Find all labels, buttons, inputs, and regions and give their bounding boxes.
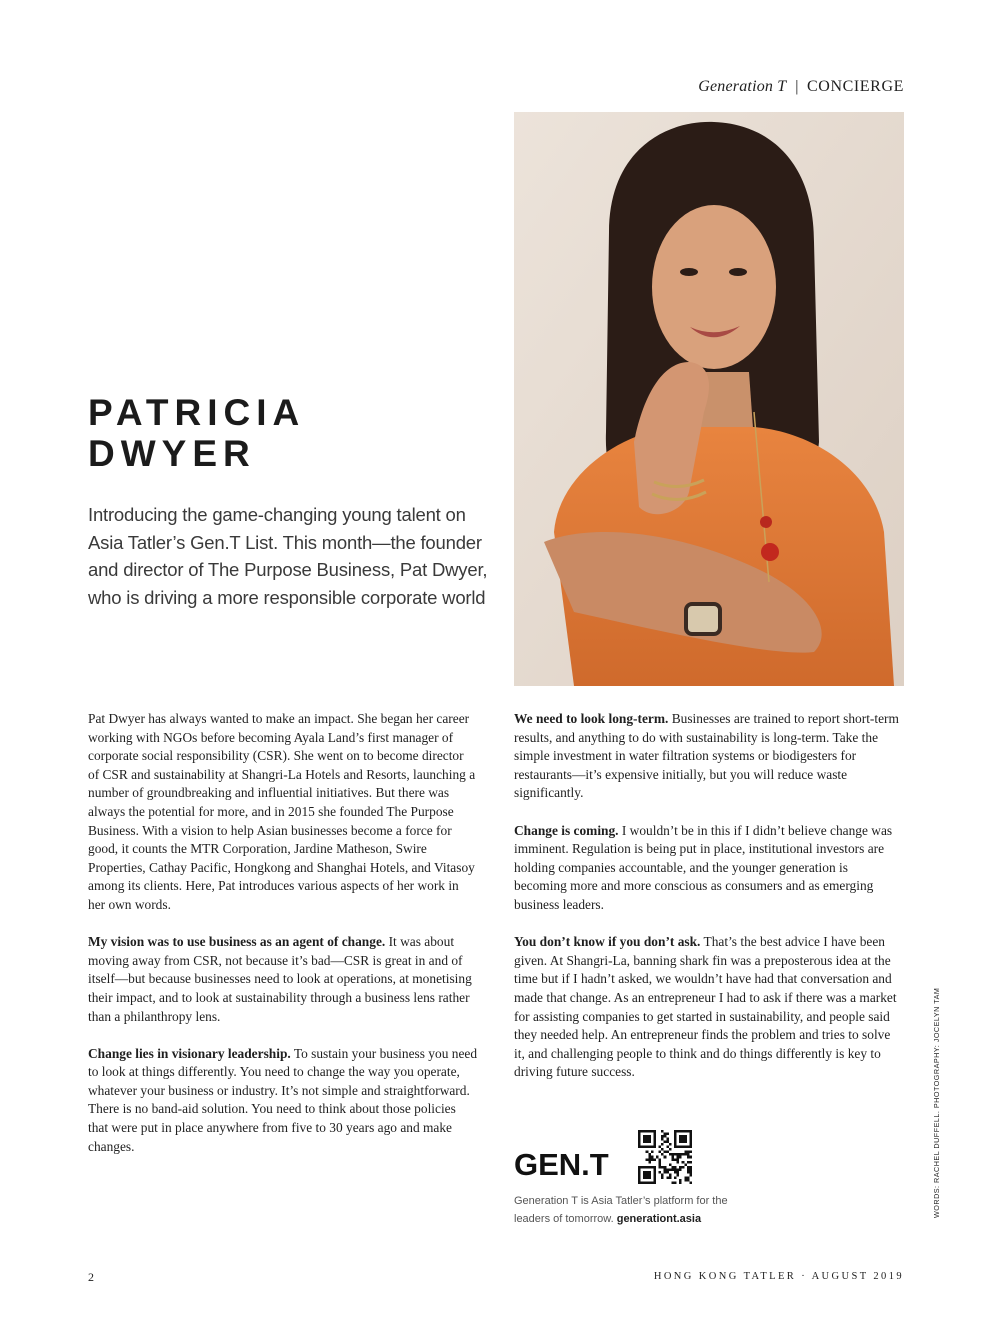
paragraph [514,822,904,915]
separator: | [794,78,800,95]
gent-url[interactable]: generationt.asia [616,1213,702,1225]
page-number: 2 [88,1270,94,1284]
paragraph-text: Pat Dwyer has always wanted to make an impact. She began her career working with NGOs before becoming Ayala Land’s first manager of corporate social responsibility (CSR). She went on to become director of CSR and sustainability at Shangri-La Hotels and Resorts, launching a number of groundbreaking and influential initiatives. But there was always the potential for more, and in 2015 she founded The Purpose Business. With a vision to help Asian businesses become a force for good, it counts the MTR Corporation, Jardine Matheson, Swire Properties, Cathay Pacific, Hongkong and Shanghai Hotels, and Vitasoy among its clients. Here, Pat introduces various aspects of her work in her own words. [88,711,476,912]
title-line-2: DWYER [88,433,256,474]
paragraph [88,1045,478,1157]
paragraph [88,933,478,1026]
photo-credits: WORDS: RACHEL DUFFELL. PHOTOGRAPHY: JOCELYN TAM [932,987,941,1218]
gent-caption [514,1192,764,1228]
paragraph [514,710,904,803]
title-line-1: PATRICIA [88,392,306,433]
standfirst: Introducing the game-changing young talent on Asia Tatler’s Gen.T List. This month—the founder and director of The Purpose Business, Pat Dwyer, who is driving a more responsible corporate world [88,504,488,608]
running-head [698,78,904,96]
qr-code-icon[interactable] [638,1130,692,1184]
paragraph [514,933,904,1082]
body-column-right [514,710,904,1100]
paragraph-text: It was about moving away from CSR, not because it’s bad—CSR is great in and of itself—but because businesses need to look at operations, at monetising their impact, and to look at sustainability through a business lens rather than a philanthropy lens. [88,934,472,1024]
gent-logo [514,1128,626,1180]
paragraph-lead: Change is coming. [514,822,619,838]
publication-footer: HONG KONG TATLER · AUGUST 2019 [653,1271,904,1282]
paragraph-lead: My vision was to use business as an agent of change. [88,934,386,950]
portrait-photo [514,112,904,686]
paragraph [88,710,478,915]
paragraph-text: To sustain your business you need to look at things differently. You need to change the way you operate, whatever your business or industry. It’s not simple and straightforward. There is no band-aid solution. You need to think about those policies that were put in place anywhere from five to 30 years ago and make changes. [88,1045,478,1154]
paragraph-lead: Change lies in visionary leadership. [88,1045,291,1061]
paragraph-lead: We need to look long-term. [514,711,669,726]
portrait-illustration [514,112,904,686]
gent-logo-text: GEN.T [514,1147,609,1180]
body-column-left [88,710,478,1175]
section-name: Generation T [698,78,787,95]
article-title [88,392,305,474]
category-name: CONCIERGE [807,78,904,95]
gent-caption-text: Generation T is Asia Tatler’s platform for the leaders of tomorrow. [514,1195,728,1225]
paragraph-text: I wouldn’t be in this if I didn’t believe change was imminent. Regulation is being put in place, institutional investors are holding companies accountable, and the younger generation is becoming more and more conscious as consumers and as emerging business leaders. [514,822,893,912]
paragraph-text: Businesses are trained to report short-term results, and anything to do with sustainability is long-term. Take the simple investment in water filtration systems or biodigesters for restaurants—it’s expensive initially, but you will reduce waste significantly. [514,711,899,801]
paragraph-lead: You don’t know if you don’t ask. [514,934,701,950]
paragraph-text: That’s the best advice I have been given. At Shangri-La, banning shark fin was a preposterous idea at the time but if I hadn’t asked, we wouldn’t have had that conversation and made that change. As an entrepreneur I had to ask if there was a market for assisting companies to get started in sustainability, and people said they needed help. An entrepreneur finds the problem and tries to solve it, and challenging people to think and do things differently is key to driving future success. [514,934,897,1080]
